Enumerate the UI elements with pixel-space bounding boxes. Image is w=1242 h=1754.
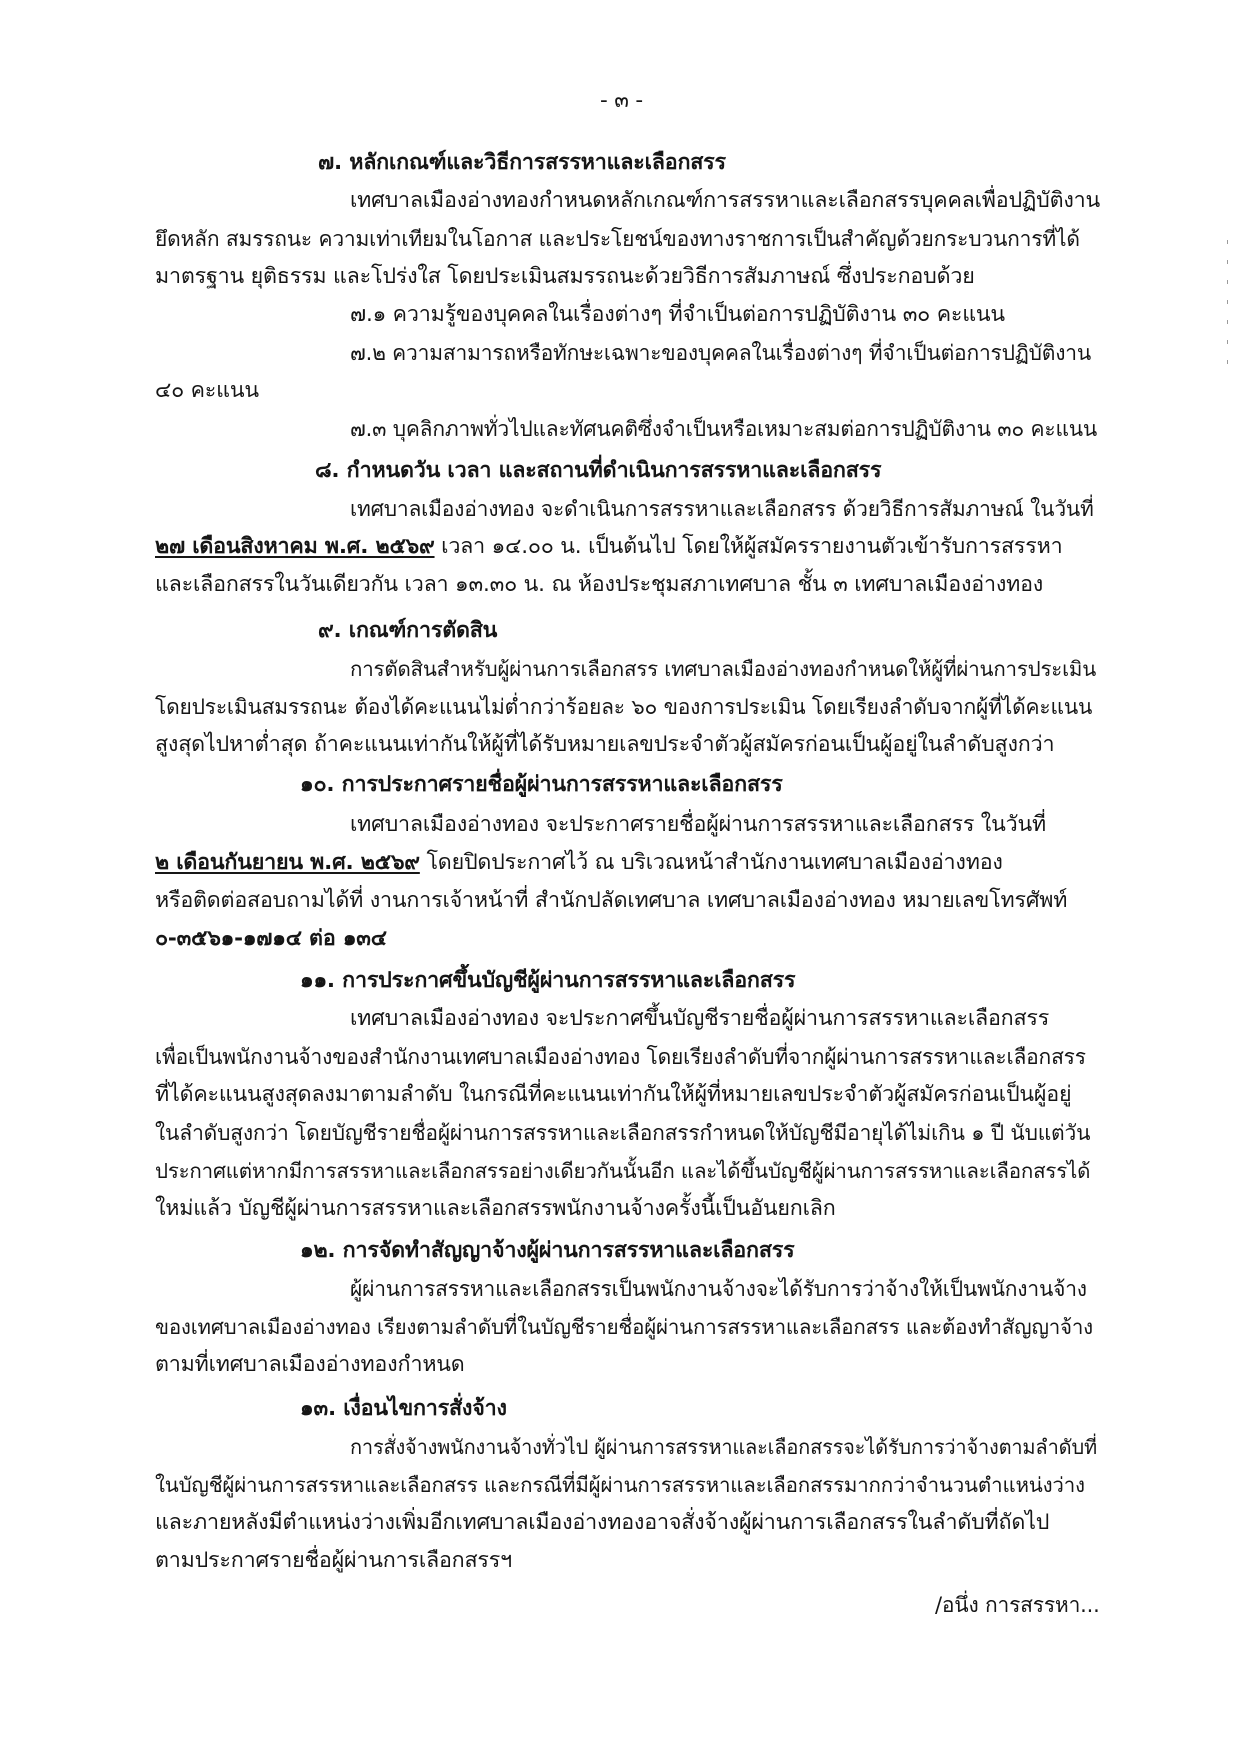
section-13-heading: ๑๓. เงื่อนไขการสั่งจ้าง [300,1396,507,1421]
section-13-paragraph-line: ตามประกาศรายชื่อผู้ผ่านการเลือกสรรฯ [155,1548,512,1573]
section-8-paragraph-line: และเลือกสรรในวันเดียวกัน เวลา ๑๓.๓๐ น. ณ ห้องประชุมสภาเทศบาล ชั้น ๓ เทศบาลเมืองอ่างทอง [155,572,1044,597]
section-13-paragraph-line: และภายหลังมีตำแหน่งว่างเพิ่มอีกเทศบาลเมืองอ่างทองอาจสั่งจ้างผู้ผ่านการเลือกสรรในลำดับที่ถัดไป [155,1510,1050,1535]
section-10-paragraph-line: หรือติดต่อสอบถามได้ที่ งานการเจ้าหน้าที่ สำนักปลัดเทศบาล เทศบาลเมืองอ่างทอง หมายเลขโทรศัพท์ [155,888,1068,913]
section-7-paragraph-line: ยึดหลัก สมรรถนะ ความเท่าเทียมในโอกาส และประโยชน์ของทางราชการเป็นสำคัญด้วยกระบวนการที่ได้ [155,227,1080,251]
section-10-date: ๒ เดือนกันยายน พ.ศ. ๒๕๖๙ [155,850,420,875]
section-11-paragraph-line: ในลำดับสูงกว่า โดยบัญชีรายชื่อผู้ผ่านการสรรหาและเลือกสรรกำหนดให้บัญชีมีอายุได้ไม่เกิน ๑ ปี นับแต่วัน [155,1121,1091,1145]
section-13-paragraph-line: การสั่งจ้างพนักงานจ้างทั่วไป ผู้ผ่านการสรรหาและเลือกสรรจะได้รับการว่าจ้างตามลำดับที่ [350,1435,1097,1459]
section-7-paragraph-line: เทศบาลเมืองอ่างทองกำหนดหลักเกณฑ์การสรรหาและเลือกสรรบุคคลเพื่อปฏิบัติงาน [350,188,1101,213]
scan-edge-marks [1226,240,1230,380]
section-11-paragraph-line: เทศบาลเมืองอ่างทอง จะประกาศขึ้นบัญชีรายชื่อผู้ผ่านการสรรหาและเลือกสรร [350,1006,1050,1031]
section-7-heading: ๗. หลักเกณฑ์และวิธีการสรรหาและเลือกสรร [318,150,726,175]
section-8-date: ๒๗ เดือนสิงหาคม พ.ศ. ๒๕๖๙ [155,534,435,559]
section-9-paragraph-line: โดยประเมินสมรรถนะ ต้องได้คะแนนไม่ต่ำกว่าร้อยละ ๖๐ ของการประเมิน โดยเรียงลำดับจากผู้ที่ได้คะแนน [155,695,1093,719]
section-7-paragraph-line: มาตรฐาน ยุติธรรม และโปร่งใส โดยประเมินสมรรถนะด้วยวิธีการสัมภาษณ์ ซึ่งประกอบด้วย [155,264,975,289]
continuation-note: /อนึ่ง การสรรหา... [935,1593,1100,1617]
section-8-paragraph-line: เทศบาลเมืองอ่างทอง จะดำเนินการสรรหาและเลือกสรร ด้วยวิธีการสัมภาษณ์ ในวันที่ [350,497,1094,521]
section-7-item-1: ๗.๑ ความรู้ของบุคคลในเรื่องต่างๆ ที่จำเป็นต่อการปฏิบัติงาน ๓๐ คะแนน [350,302,1005,327]
section-12-paragraph-line: ผู้ผ่านการสรรหาและเลือกสรรเป็นพนักงานจ้างจะได้รับการว่าจ้างให้เป็นพนักงานจ้าง [350,1277,1087,1301]
section-10-phone: ๐-๓๕๖๑-๑๗๑๔ ต่อ ๑๓๔ [155,926,387,951]
section-9-paragraph-line: การตัดสินสำหรับผู้ผ่านการเลือกสรร เทศบาลเมืองอ่างทองกำหนดให้ผู้ที่ผ่านการประเมิน [350,657,1097,681]
section-11-heading: ๑๑. การประกาศขึ้นบัญชีผู้ผ่านการสรรหาและเลือกสรร [300,968,796,993]
section-11-paragraph-line: ใหม่แล้ว บัญชีผู้ผ่านการสรรหาและเลือกสรรพนักงานจ้างครั้งนี้เป็นอันยกเลิก [155,1196,836,1221]
section-11-paragraph-line: ที่ได้คะแนนสูงสุดลงมาตามลำดับ ในกรณีที่คะแนนเท่ากันให้ผู้ที่หมายเลขประจำตัวผู้สมัครก่อนเป็นผู้อยู่ [155,1082,1072,1107]
section-8-paragraph-line: ๒๗ เดือนสิงหาคม พ.ศ. ๒๕๖๙ เวลา ๑๔.๐๐ น. เป็นต้นไป โดยให้ผู้สมัครรายงานตัวเข้ารับการสรรหา [155,534,1063,559]
section-11-paragraph-line: เพื่อเป็นพนักงานจ้างของสำนักงานเทศบาลเมืองอ่างทอง โดยเรียงลำดับที่จากผู้ผ่านการสรรหาและเลือกสรร [155,1045,1086,1069]
page-number: - ๓ - [600,88,643,113]
section-10-paragraph-line: ๒ เดือนกันยายน พ.ศ. ๒๕๖๙ โดยปิดประกาศไว้ ณ บริเวณหน้าสำนักงานเทศบาลเมืองอ่างทอง [155,850,1003,875]
section-9-heading: ๙. เกณฑ์การตัดสิน [318,618,498,643]
section-12-paragraph-line: ของเทศบาลเมืองอ่างทอง เรียงตามลำดับที่ในบัญชีรายชื่อผู้ผ่านการสรรหาและเลือกสรร และต้องทำสัญญาจ้าง [155,1315,1093,1339]
section-7-item-3: ๗.๓ บุคลิกภาพทั่วไปและทัศนคติซึ่งจำเป็นหรือเหมาะสมต่อการปฏิบัติงาน ๓๐ คะแนน [350,417,1098,441]
section-7-item-2-continued: ๔๐ คะแนน [155,378,259,403]
section-10-heading: ๑๐. การประกาศรายชื่อผู้ผ่านการสรรหาและเลือกสรร [300,772,783,797]
section-12-paragraph-line: ตามที่เทศบาลเมืองอ่างทองกำหนด [155,1352,465,1377]
section-11-paragraph-line: ประกาศแต่หากมีการสรรหาและเลือกสรรอย่างเดียวกันนั้นอีก และได้ขึ้นบัญชีผู้ผ่านการสรรหาและเลือกสรรได้ [155,1159,1091,1183]
section-13-paragraph-line: ในบัญชีผู้ผ่านการสรรหาและเลือกสรร และกรณีที่มีผู้ผ่านการสรรหาและเลือกสรรมากกว่าจำนวนตำแหน่งว่าง [155,1473,1085,1497]
section-9-paragraph-line: สูงสุดไปหาต่ำสุด ถ้าคะแนนเท่ากันให้ผู้ที่ได้รับหมายเลขประจำตัวผู้สมัครก่อนเป็นผู้อยู่ในลำดับสูงกว่า [155,732,1055,757]
section-12-heading: ๑๒. การจัดทำสัญญาจ้างผู้ผ่านการสรรหาและเลือกสรร [300,1238,795,1263]
section-8-heading: ๘. กำหนดวัน เวลา และสถานที่ดำเนินการสรรหาและเลือกสรร [315,458,882,483]
section-7-item-2: ๗.๒ ความสามารถหรือทักษะเฉพาะของบุคคลในเรื่องต่างๆ ที่จำเป็นต่อการปฏิบัติงาน [350,341,1092,365]
section-10-paragraph-line: เทศบาลเมืองอ่างทอง จะประกาศรายชื่อผู้ผ่านการสรรหาและเลือกสรร ในวันที่ [350,812,1046,837]
